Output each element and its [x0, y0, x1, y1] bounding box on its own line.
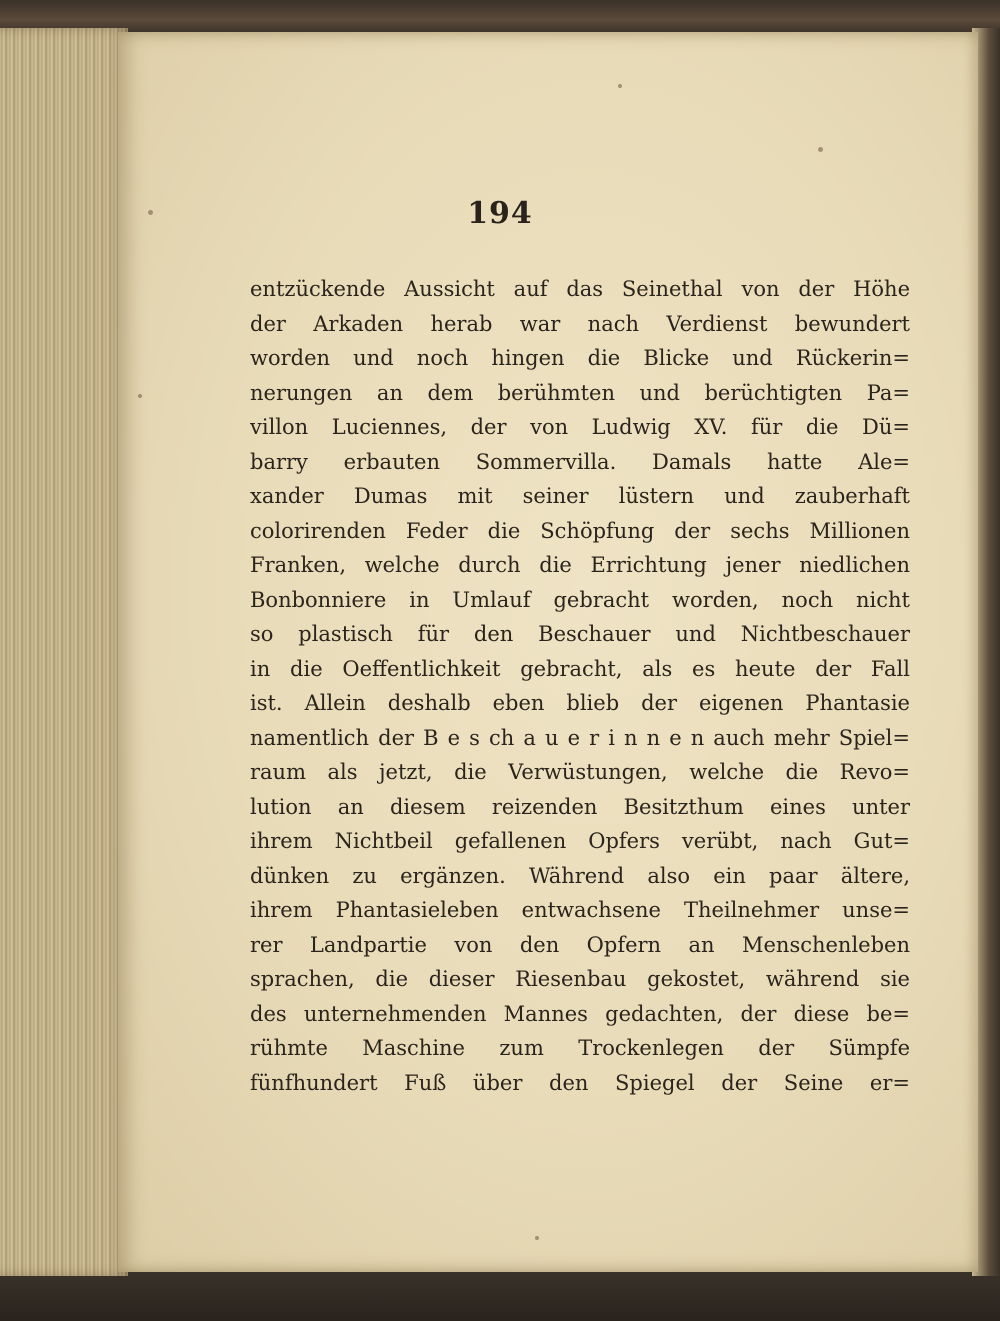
text-line: in die Oeffentlichkeit gebracht, als es heute der Fall	[250, 656, 910, 681]
text-line: xander Dumas mit seiner lüstern und zauberhaft	[250, 484, 910, 508]
text-line: villon Luciennes, der von Ludwig XV. für die Dü=	[250, 415, 910, 439]
page-number: 194	[467, 196, 533, 231]
text-line: dünken zu ergänzen. Während also ein paar ältere,	[250, 863, 910, 888]
text-line: des unternehmenden Mannes gedachten, der diese be=	[250, 1001, 910, 1026]
paper-spot	[818, 147, 823, 152]
paper-spot	[138, 394, 142, 398]
body-text	[250, 272, 910, 1100]
text-line: ihrem Phantasieleben entwachsene Theilnehmer unse=	[250, 898, 910, 922]
paper-spot	[618, 84, 622, 88]
text-line: ist. Allein deshalb eben blieb der eigenen Phantasie	[250, 691, 910, 715]
text-line: sprachen, die dieser Riesenbau gekostet, während sie	[250, 967, 910, 991]
text-line: rer Landpartie von den Opfern an Menschenleben	[250, 932, 910, 957]
paper-spot	[535, 1236, 539, 1240]
text-line: lution an diesem reizenden Besitzthum eines unter	[250, 794, 910, 819]
text-line: rühmte Maschine zum Trockenlegen der Sümpfe	[250, 1036, 910, 1060]
text-line: worden und noch hingen die Blicke und Rückerin=	[250, 346, 910, 370]
text-line: ihrem Nichtbeil gefallenen Opfers verübt, nach Gut=	[250, 829, 910, 853]
text-line: barry erbauten Sommervilla. Damals hatte Ale=	[250, 449, 910, 474]
text-line: entzückende Aussicht auf das Seinethal von der Höhe	[250, 277, 910, 301]
text-line: Franken, welche durch die Errichtung jener niedlichen	[250, 553, 910, 577]
text-line: fünfhundert Fuß über den Spiegel der Seine er=	[250, 1070, 910, 1095]
text-line: namentlich der B e s ch a u e r i n n e n auch mehr Spiel=	[250, 725, 910, 750]
text-line: raum als jetzt, die Verwüstungen, welche die Revo=	[250, 760, 910, 784]
text-line: colorirenden Feder die Schöpfung der sechs Millionen	[250, 518, 910, 543]
text-line: so plastisch für den Beschauer und Nichtbeschauer	[250, 622, 910, 646]
text-line: der Arkaden herab war nach Verdienst bewundert	[250, 311, 910, 336]
text-line: Bonbonniere in Umlauf gebracht worden, noch nicht	[250, 587, 910, 612]
text-line: nerungen an dem berühmten und berüchtigten Pa=	[250, 380, 910, 405]
